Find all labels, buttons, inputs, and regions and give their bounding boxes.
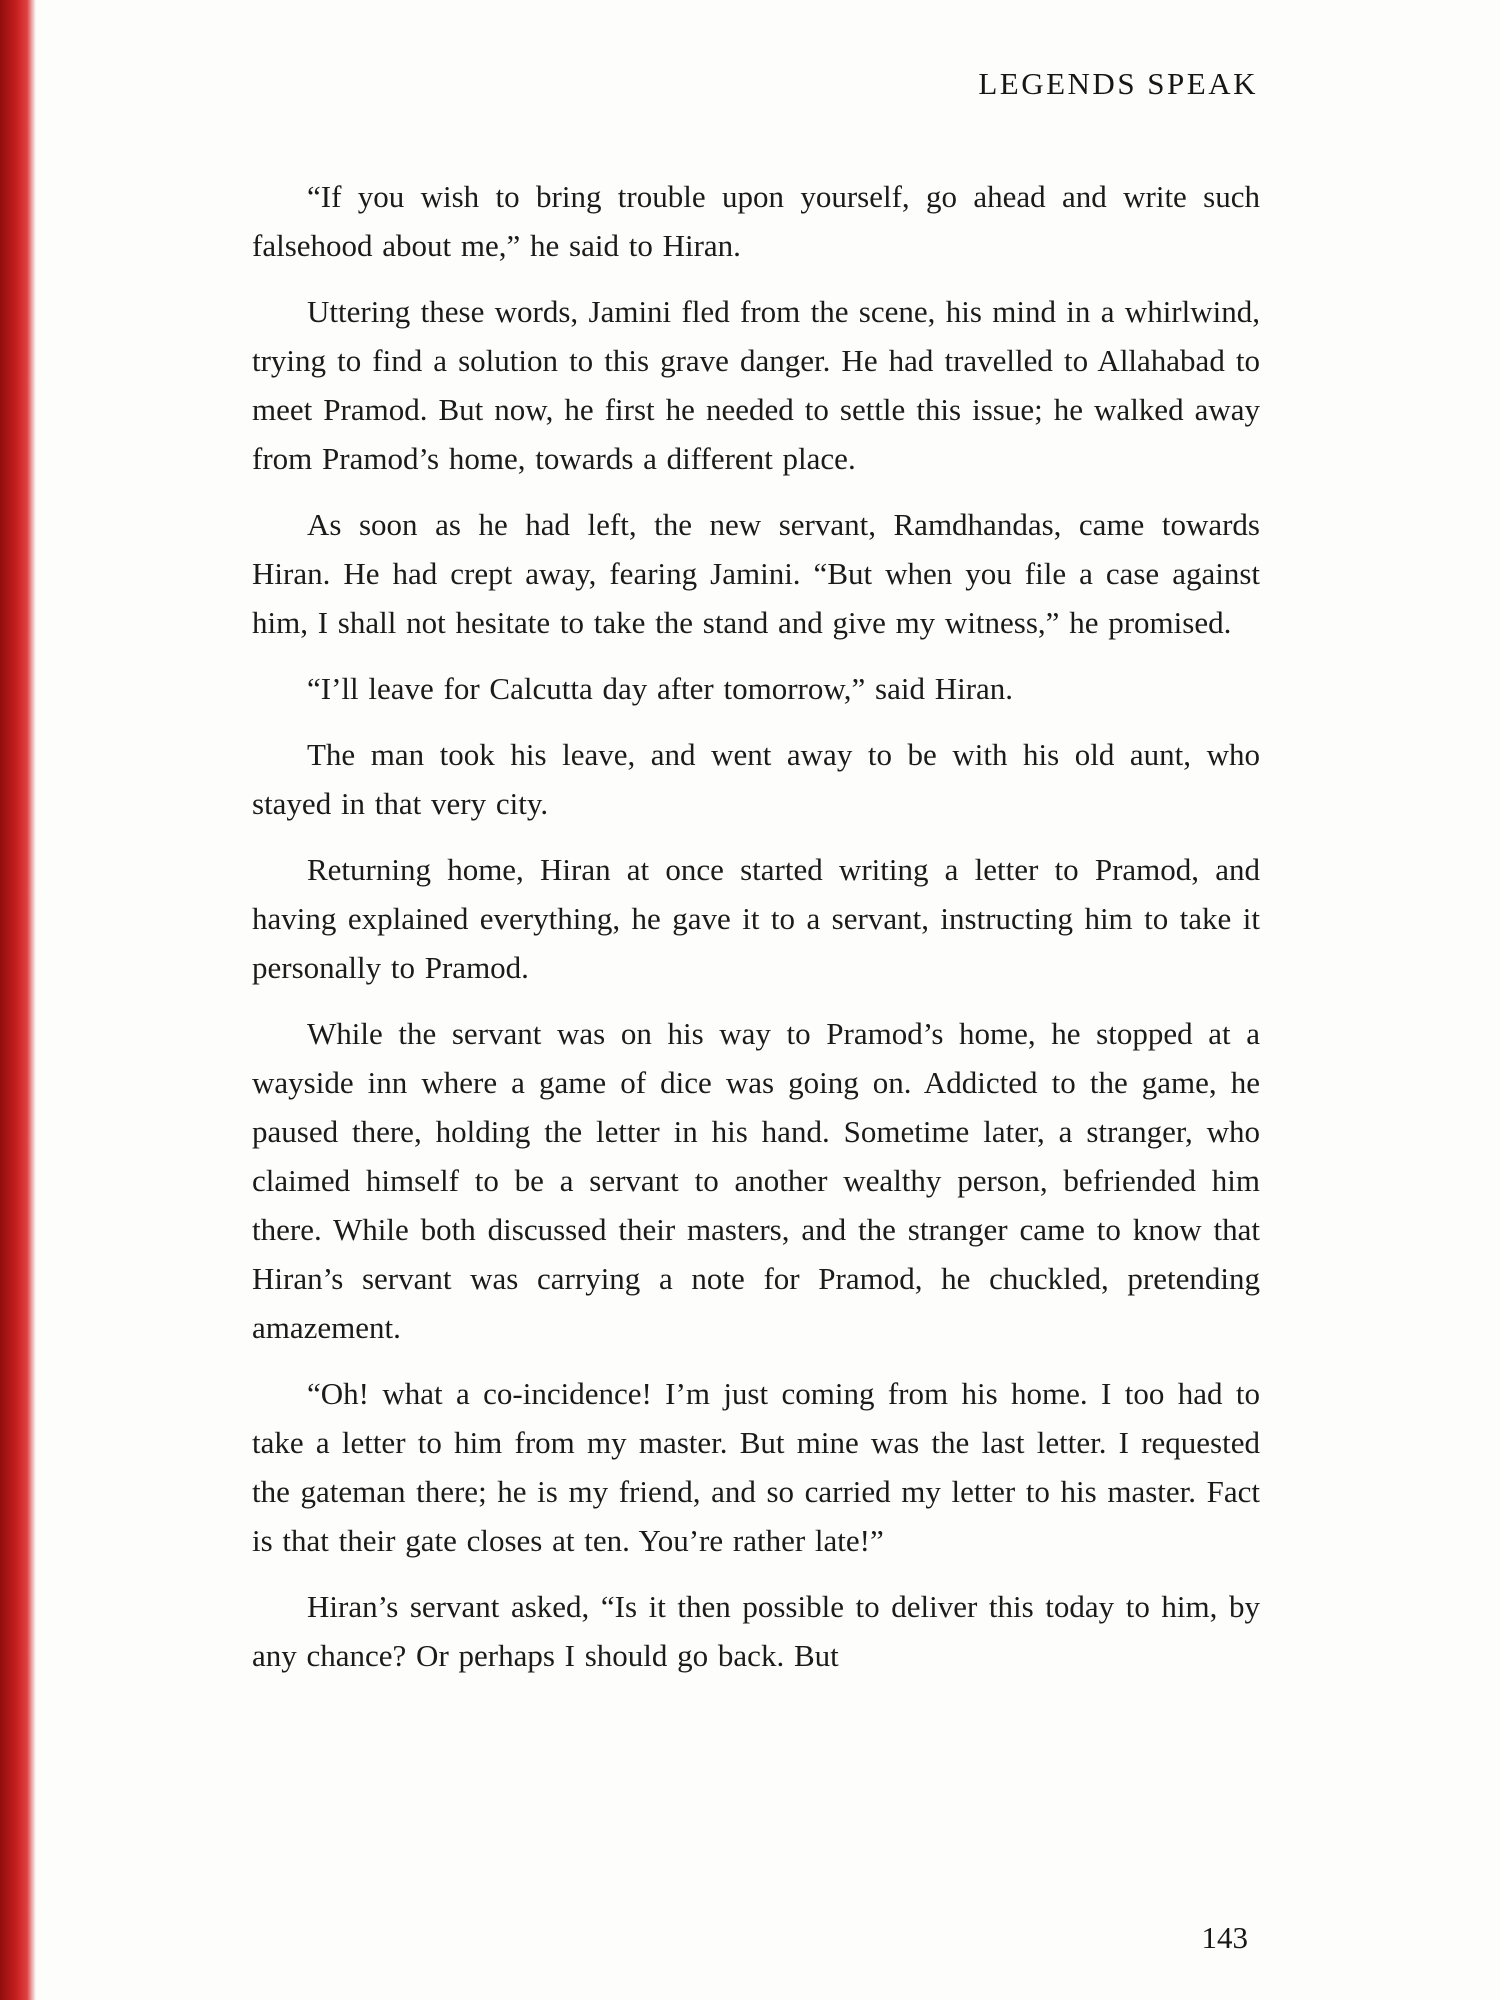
book-spine-edge xyxy=(0,0,36,2000)
paragraph: Returning home, Hiran at once started writing a letter to Pramod, and having explained everything, he gave it to a servant, instructing him to take it personally to Pramod. xyxy=(252,852,1260,985)
paragraph: Hiran’s servant asked, “Is it then possible to deliver this today to him, by any chance? Or perhaps I should go back. But xyxy=(252,1589,1260,1673)
paragraph: While the servant was on his way to Pramod’s home, he stopped at a wayside inn where a game of dice was going on. Addicted to the game, he paused there, holding the letter in his hand. Sometime later, a stranger, who claimed himself to be a servant to another wealthy person, befriended him there. While both discussed their masters, and the stranger came to know that Hiran’s servant was carrying a note for Pramod, he chuckled, pretending amazement. xyxy=(252,1016,1260,1345)
page-body xyxy=(252,172,1260,1697)
page-number: 143 xyxy=(1201,1920,1248,1955)
paragraph: “If you wish to bring trouble upon yourself, go ahead and write such falsehood about me,” he said to Hiran. xyxy=(252,179,1260,263)
running-header: LEGENDS SPEAK xyxy=(978,66,1258,101)
paragraph: As soon as he had left, the new servant, Ramdhandas, came towards Hiran. He had crept away, fearing Jamini. “But when you file a case against him, I shall not hesitate to take the stand and give my witness,” he promised. xyxy=(252,507,1260,640)
paragraph: The man took his leave, and went away to be with his old aunt, who stayed in that very city. xyxy=(252,737,1260,821)
paragraph: “Oh! what a co-incidence! I’m just coming from his home. I too had to take a letter to him from my master. But mine was the last letter. I requested the gateman there; he is my friend, and so carried my letter to his master. Fact is that their gate closes at ten. You’re rather late!” xyxy=(252,1376,1260,1558)
paragraph: Uttering these words, Jamini fled from the scene, his mind in a whirlwind, trying to find a solution to this grave danger. He had travelled to Allahabad to meet Pramod. But now, he first he needed to settle this issue; he walked away from Pramod’s home, towards a different place. xyxy=(252,294,1260,476)
paragraph: “I’ll leave for Calcutta day after tomorrow,” said Hiran. xyxy=(307,671,1014,706)
